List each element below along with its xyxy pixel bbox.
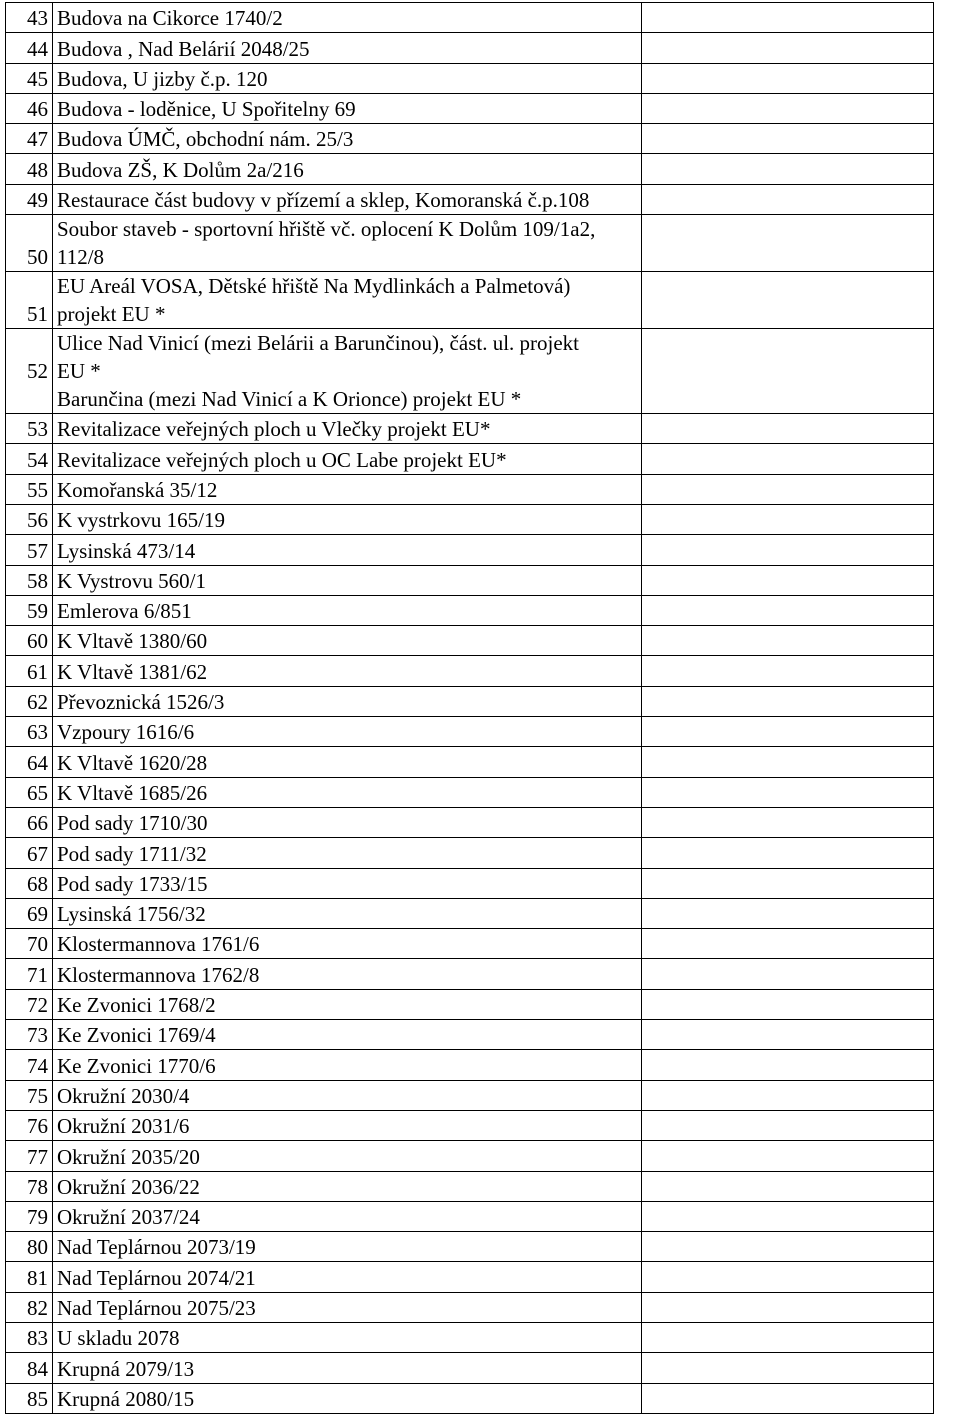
property-name-line: Pod sady 1711/32 — [57, 841, 207, 866]
empty-cell — [642, 1201, 934, 1231]
row-number: 66 — [6, 807, 53, 837]
empty-cell — [642, 838, 934, 868]
property-name-cell — [53, 215, 642, 272]
table-row — [6, 154, 934, 184]
property-name-line: Lysinská 473/14 — [57, 538, 196, 563]
row-number: 64 — [6, 747, 53, 777]
property-name-line: Okružní 2031/6 — [57, 1114, 190, 1139]
property-name-cell — [53, 656, 642, 686]
property-name-cell — [53, 1262, 642, 1292]
row-number: 70 — [6, 929, 53, 959]
property-name-line: Klostermannova 1762/8 — [57, 962, 260, 987]
table-row — [6, 959, 934, 989]
property-name-line: 112/8 — [57, 245, 105, 270]
property-name-cell — [53, 1080, 642, 1110]
table-row — [6, 63, 934, 93]
row-number: 81 — [6, 1262, 53, 1292]
property-name-cell — [53, 1050, 642, 1080]
property-name-line: Barunčina (mezi Nad Vinicí a K Orionce) projekt EU * — [57, 387, 522, 412]
row-number: 49 — [6, 184, 53, 214]
property-name-cell — [53, 1322, 642, 1352]
row-number: 48 — [6, 154, 53, 184]
property-name-cell — [53, 474, 642, 504]
property-name-line: Nad Teplárnou 2073/19 — [57, 1235, 256, 1260]
property-name-cell — [53, 93, 642, 123]
table-row — [6, 777, 934, 807]
property-name-line: Budova, U jizby č.p. 120 — [57, 66, 268, 91]
table-row — [6, 1353, 934, 1383]
property-name-cell — [53, 959, 642, 989]
row-number: 77 — [6, 1141, 53, 1171]
empty-cell — [642, 565, 934, 595]
property-name-line: K Vltavě 1620/28 — [57, 750, 208, 775]
table-row — [6, 838, 934, 868]
table-row — [6, 444, 934, 474]
table-row — [6, 184, 934, 214]
empty-cell — [642, 595, 934, 625]
empty-cell — [642, 989, 934, 1019]
property-name-line: Převoznická 1526/3 — [57, 690, 225, 715]
table-row — [6, 1080, 934, 1110]
row-number: 53 — [6, 414, 53, 444]
property-name-cell — [53, 504, 642, 534]
table-row — [6, 1322, 934, 1352]
table-row — [6, 595, 934, 625]
property-name-line: Budova ÚMČ, obchodní nám. 25/3 — [57, 127, 354, 152]
property-name-line: Emlerova 6/851 — [57, 599, 192, 624]
property-name-cell — [53, 898, 642, 928]
row-number: 57 — [6, 535, 53, 565]
table-row — [6, 414, 934, 444]
property-name-cell — [53, 3, 642, 33]
property-name-line: EU * — [57, 359, 101, 384]
table-row — [6, 898, 934, 928]
empty-cell — [642, 686, 934, 716]
table-row — [6, 33, 934, 63]
property-name-line: Krupná 2080/15 — [57, 1386, 195, 1411]
property-name-cell — [53, 1353, 642, 1383]
empty-cell — [642, 535, 934, 565]
property-name-cell — [53, 1110, 642, 1140]
table-row — [6, 124, 934, 154]
empty-cell — [642, 63, 934, 93]
empty-cell — [642, 1141, 934, 1171]
property-table-body — [6, 3, 934, 1414]
property-name-cell — [53, 1383, 642, 1413]
empty-cell — [642, 777, 934, 807]
empty-cell — [642, 124, 934, 154]
row-number: 76 — [6, 1110, 53, 1140]
empty-cell — [642, 504, 934, 534]
property-name-cell — [53, 686, 642, 716]
table-row — [6, 215, 934, 272]
table-row — [6, 1110, 934, 1140]
property-name-line: Budova - loděnice, U Spořitelny 69 — [57, 97, 356, 122]
property-name-line: Budova , Nad Belárií 2048/25 — [57, 36, 310, 61]
property-name-line: Ke Zvonici 1769/4 — [57, 1023, 216, 1048]
property-name-cell — [53, 1141, 642, 1171]
empty-cell — [642, 1262, 934, 1292]
property-name-line: Komořanská 35/12 — [57, 477, 218, 502]
table-row — [6, 3, 934, 33]
empty-cell — [642, 1292, 934, 1322]
empty-cell — [642, 868, 934, 898]
property-name-cell — [53, 717, 642, 747]
property-name-cell — [53, 154, 642, 184]
row-number: 46 — [6, 93, 53, 123]
property-name-cell — [53, 1292, 642, 1322]
empty-cell — [642, 929, 934, 959]
property-name-cell — [53, 1020, 642, 1050]
property-name-line: Restaurace část budovy v přízemí a sklep, Komoranská č.p.108 — [57, 188, 590, 213]
property-name-line: Okružní 2036/22 — [57, 1174, 200, 1199]
property-name-cell — [53, 777, 642, 807]
empty-cell — [642, 184, 934, 214]
table-row — [6, 474, 934, 504]
empty-cell — [642, 1020, 934, 1050]
table-row — [6, 929, 934, 959]
table-row — [6, 686, 934, 716]
property-name-line: K Vltavě 1381/62 — [57, 659, 208, 684]
table-row — [6, 747, 934, 777]
empty-cell — [642, 1110, 934, 1140]
property-name-line: K vystrkovu 165/19 — [57, 508, 225, 533]
empty-cell — [642, 656, 934, 686]
property-name-line: Ke Zvonici 1768/2 — [57, 993, 216, 1018]
row-number: 50 — [6, 215, 53, 272]
empty-cell — [642, 1232, 934, 1262]
table-row — [6, 565, 934, 595]
table-row — [6, 656, 934, 686]
empty-cell — [642, 329, 934, 414]
empty-cell — [642, 1171, 934, 1201]
empty-cell — [642, 1383, 934, 1413]
property-name-cell — [53, 535, 642, 565]
property-name-line: Budova ZŠ, K Dolům 2a/216 — [57, 157, 304, 182]
table-row — [6, 1201, 934, 1231]
table-row — [6, 329, 934, 414]
property-name-line: Ulice Nad Vinicí (mezi Belárii a Barunčinou), část. ul. projekt — [57, 331, 580, 356]
property-name-line: Lysinská 1756/32 — [57, 902, 206, 927]
row-number: 58 — [6, 565, 53, 595]
empty-cell — [642, 93, 934, 123]
empty-cell — [642, 1322, 934, 1352]
property-name-line: K Vystrovu 560/1 — [57, 568, 206, 593]
row-number: 68 — [6, 868, 53, 898]
property-name-line: Krupná 2079/13 — [57, 1356, 195, 1381]
property-name-line: Nad Teplárnou 2074/21 — [57, 1265, 256, 1290]
table-row — [6, 717, 934, 747]
property-name-line: Pod sady 1710/30 — [57, 811, 208, 836]
property-name-line: Revitalizace veřejných ploch u OC Labe projekt EU* — [57, 447, 507, 472]
table-row — [6, 1262, 934, 1292]
table-row — [6, 1050, 934, 1080]
property-name-line: Okružní 2035/20 — [57, 1144, 200, 1169]
table-row — [6, 868, 934, 898]
table-row — [6, 1020, 934, 1050]
empty-cell — [642, 626, 934, 656]
property-name-cell — [53, 1171, 642, 1201]
property-name-line: Klostermannova 1761/6 — [57, 932, 260, 957]
empty-cell — [642, 414, 934, 444]
property-name-line: Pod sady 1733/15 — [57, 871, 208, 896]
table-row — [6, 272, 934, 329]
empty-cell — [642, 272, 934, 329]
empty-cell — [642, 215, 934, 272]
row-number: 45 — [6, 63, 53, 93]
row-number: 74 — [6, 1050, 53, 1080]
property-name-cell — [53, 626, 642, 656]
table-row — [6, 989, 934, 1019]
table-row — [6, 1141, 934, 1171]
empty-cell — [642, 444, 934, 474]
property-name-cell — [53, 272, 642, 329]
row-number: 44 — [6, 33, 53, 63]
property-table — [5, 2, 934, 1414]
row-number: 75 — [6, 1080, 53, 1110]
table-row — [6, 626, 934, 656]
property-name-cell — [53, 807, 642, 837]
row-number: 67 — [6, 838, 53, 868]
property-name-cell — [53, 184, 642, 214]
table-row — [6, 1292, 934, 1322]
property-name-cell — [53, 929, 642, 959]
table-row — [6, 535, 934, 565]
property-name-line: K Vltavě 1685/26 — [57, 780, 208, 805]
empty-cell — [642, 154, 934, 184]
property-name-cell — [53, 444, 642, 474]
row-number: 84 — [6, 1353, 53, 1383]
row-number: 71 — [6, 959, 53, 989]
table-row — [6, 504, 934, 534]
row-number: 85 — [6, 1383, 53, 1413]
empty-cell — [642, 474, 934, 504]
empty-cell — [642, 33, 934, 63]
row-number: 54 — [6, 444, 53, 474]
row-number: 82 — [6, 1292, 53, 1322]
row-number: 59 — [6, 595, 53, 625]
row-number: 55 — [6, 474, 53, 504]
row-number: 51 — [6, 272, 53, 329]
row-number: 52 — [6, 329, 53, 414]
property-name-cell — [53, 329, 642, 414]
row-number: 60 — [6, 626, 53, 656]
property-name-line: projekt EU * — [57, 302, 166, 327]
row-number: 73 — [6, 1020, 53, 1050]
property-name-cell — [53, 33, 642, 63]
property-name-cell — [53, 868, 642, 898]
row-number: 69 — [6, 898, 53, 928]
property-name-cell — [53, 595, 642, 625]
property-name-line: EU Areál VOSA, Dětské hřiště Na Mydlinkách a Palmetová) — [57, 274, 571, 299]
property-name-cell — [53, 1201, 642, 1231]
row-number: 47 — [6, 124, 53, 154]
empty-cell — [642, 747, 934, 777]
empty-cell — [642, 1353, 934, 1383]
property-name-line: Budova na Cikorce 1740/2 — [57, 6, 283, 31]
property-name-line: U skladu 2078 — [57, 1326, 180, 1351]
empty-cell — [642, 898, 934, 928]
empty-cell — [642, 3, 934, 33]
row-number: 72 — [6, 989, 53, 1019]
row-number: 65 — [6, 777, 53, 807]
empty-cell — [642, 1050, 934, 1080]
property-name-cell — [53, 838, 642, 868]
property-name-line: Revitalizace veřejných ploch u Vlečky projekt EU* — [57, 417, 491, 442]
table-row — [6, 1383, 934, 1413]
property-name-cell — [53, 1232, 642, 1262]
property-name-line: Soubor staveb - sportovní hřiště vč. oplocení K Dolům 109/1a2, — [57, 217, 596, 242]
row-number: 43 — [6, 3, 53, 33]
property-name-line: Nad Teplárnou 2075/23 — [57, 1295, 256, 1320]
empty-cell — [642, 959, 934, 989]
empty-cell — [642, 1080, 934, 1110]
property-name-line: Okružní 2030/4 — [57, 1083, 190, 1108]
property-name-cell — [53, 414, 642, 444]
row-number: 78 — [6, 1171, 53, 1201]
row-number: 56 — [6, 504, 53, 534]
row-number: 80 — [6, 1232, 53, 1262]
property-name-line: Ke Zvonici 1770/6 — [57, 1053, 216, 1078]
row-number: 61 — [6, 656, 53, 686]
table-row — [6, 807, 934, 837]
property-name-line: K Vltavě 1380/60 — [57, 629, 208, 654]
table-row — [6, 93, 934, 123]
row-number: 62 — [6, 686, 53, 716]
row-number: 79 — [6, 1201, 53, 1231]
row-number: 63 — [6, 717, 53, 747]
property-name-cell — [53, 989, 642, 1019]
table-row — [6, 1171, 934, 1201]
property-name-cell — [53, 565, 642, 595]
empty-cell — [642, 807, 934, 837]
property-name-cell — [53, 124, 642, 154]
row-number: 83 — [6, 1322, 53, 1352]
empty-cell — [642, 717, 934, 747]
property-name-cell — [53, 63, 642, 93]
property-name-line: Okružní 2037/24 — [57, 1205, 200, 1230]
property-name-line: Vzpoury 1616/6 — [57, 720, 195, 745]
table-row — [6, 1232, 934, 1262]
property-name-cell — [53, 747, 642, 777]
